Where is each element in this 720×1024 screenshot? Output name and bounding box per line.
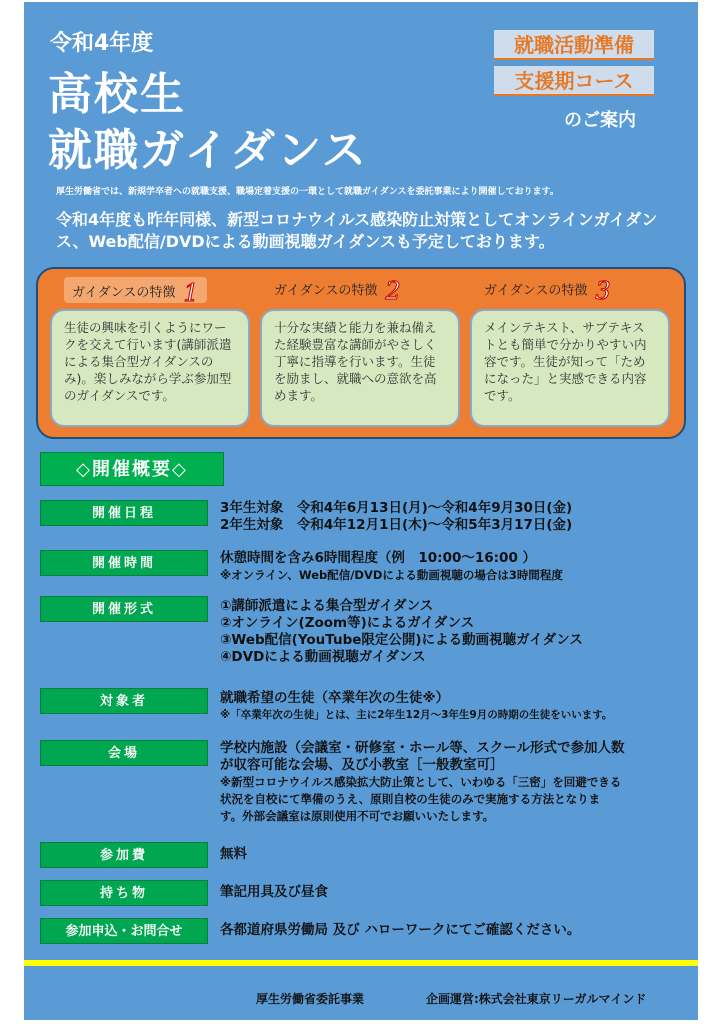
label-contact: 参加申込・お問合せ xyxy=(40,918,208,944)
feature-heading-1 xyxy=(64,277,207,307)
target-note: ※「卒業年次の生徒」とは、主に2年生12月～3年生9月の時期の生徒をいいます。 xyxy=(220,709,613,721)
footer-sponsor: 厚生労働省委託事業 xyxy=(256,992,365,1006)
items-value: 筆記用具及び昼食 xyxy=(220,884,328,900)
time-value xyxy=(220,550,690,584)
venue-note: 状況を自校にて準備のうえ、原則自校の生徒のみで実施する方法となりま xyxy=(220,792,601,806)
venue-note: ※新型コロナウイルス感染拡大防止策として、いわゆる「三密」を回避できる xyxy=(220,775,622,789)
time-note: ※オンライン、Web配信/DVDによる動画視聴の場合は3時間程度 xyxy=(220,568,563,582)
target-line: 就職希望の生徒（卒業年次の生徒※） xyxy=(220,690,450,706)
feature-heading-text: ガイダンスの特徴 xyxy=(72,285,176,301)
target-value xyxy=(220,690,690,724)
course-label-line2: 支援期コース xyxy=(494,66,654,96)
feature-box-3: メインテキスト、サブテキストとも簡単で分かりやすい内容です。生徒が知って「ためになった」と実感できる内容です。 xyxy=(470,309,670,427)
feature-box-2: 十分な実績と能力を兼ね備えた経験豊富な講師がやさしく丁寧に指導を行います。生徒を励まし、就職への意欲を高めます。 xyxy=(260,309,460,427)
feature-heading-3 xyxy=(484,277,611,303)
intro-main-text: 令和4年度も昨年同様、新型コロナウイルス感染防止対策としてオンラインガイダンス、Web配信/DVDによる動画視聴ガイダンスも予定しております。 xyxy=(56,210,658,251)
title-line1: 高校生 xyxy=(48,69,186,120)
label-format: 開催形式 xyxy=(40,596,208,622)
format-item: ②オンライン(Zoom等)によるガイダンス xyxy=(220,615,475,631)
format-value xyxy=(220,598,690,666)
venue-line: 学校内施設（会議室・研修室・ホール等、スクール形式で参加人数 xyxy=(220,740,625,756)
overview-title: ◇開催概要◇ xyxy=(40,452,224,486)
label-dates: 開催日程 xyxy=(40,500,208,526)
course-label-line1: 就職活動準備 xyxy=(494,30,654,60)
fiscal-year: 令和4年度 xyxy=(50,31,154,56)
features-panel xyxy=(36,267,686,439)
dates-line: 2年生対象 令和4年12月1日(木)～令和5年3月17日(金) xyxy=(220,517,573,533)
format-item: ④DVDによる動画視聴ガイダンス xyxy=(220,649,426,665)
format-item: ①講師派遣による集合型ガイダンス xyxy=(220,598,434,614)
footer-divider xyxy=(24,960,698,966)
label-venue: 会場 xyxy=(40,740,208,766)
dates-line: 3年生対象 令和4年6月13日(月)～令和4年9月30日(金) xyxy=(220,500,573,516)
dates-value xyxy=(220,500,690,534)
label-fee: 参加費 xyxy=(40,842,208,868)
format-item: ③Web配信(YouTube限定公開)による動画視聴ガイダンス xyxy=(220,632,583,648)
venue-line: が収容可能な会場、及び小教室［一般教室可］ xyxy=(220,757,504,773)
footer-organizer: 企画運営:株式会社東京リーガルマインド xyxy=(426,992,647,1006)
feature-heading-2 xyxy=(274,277,401,303)
flyer xyxy=(24,2,698,1020)
feature-number: 2 xyxy=(385,277,401,305)
fee-value: 無料 xyxy=(220,846,247,862)
feature-heading-text: ガイダンスの特徴 xyxy=(484,283,588,299)
label-target: 対象者 xyxy=(40,688,208,714)
venue-value xyxy=(220,740,690,825)
label-items: 持ち物 xyxy=(40,880,208,906)
venue-note: す。外部会議室は原則使用不可でお願いいたします。 xyxy=(220,809,495,823)
title-line2: 就職ガイダンス xyxy=(48,125,368,176)
time-line: 休憩時間を含み6時間程度（例 10:00～16:00 ） xyxy=(220,550,537,566)
feature-box-1: 生徒の興味を引くようにワークを交えて行います(講師派遣による集合型ガイダンスのみ)。楽しみながら学ぶ参加型のガイダンスです。 xyxy=(50,309,250,427)
contact-value: 各都道府県労働局 及び ハローワークにてご確認ください。 xyxy=(220,922,581,938)
feature-number: 1 xyxy=(183,279,199,307)
label-time: 開催時間 xyxy=(40,550,208,576)
guide-note: のご案内 xyxy=(564,110,636,131)
feature-number: 3 xyxy=(595,277,611,305)
feature-heading-text: ガイダンスの特徴 xyxy=(274,283,378,299)
intro-small-text: 厚生労働省では、新規学卒者への就職支援、職場定着支援の一環として就職ガイダンスを委託事業により開催しております。 xyxy=(56,187,559,197)
